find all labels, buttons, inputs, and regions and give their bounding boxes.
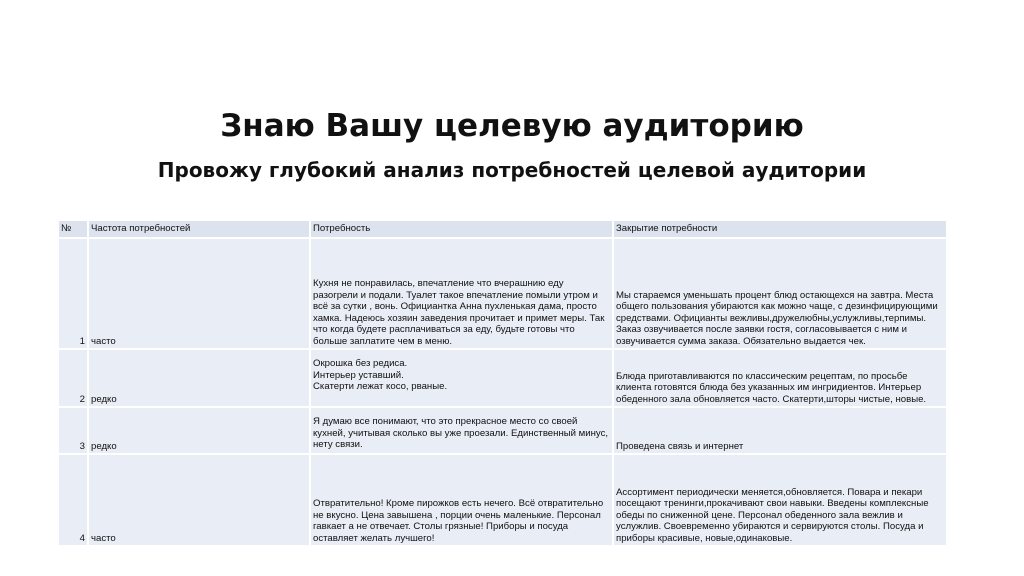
row-solution: Мы стараемся уменьшать процент блюд остающехся на завтра. Места общего пользования убираются как можно чаще, с дезинфицирующими средствами. Официанты вежливы,дружелюбны,услужливы,терпимы. Заказ озвучивается после заявки гостя, согласовывается с ним и озвучивается сумма заказа. Обязательно выдается чек.: [613, 238, 947, 349]
header-need: Потребность: [310, 220, 613, 238]
row-frequency: редко: [88, 407, 310, 454]
row-need: Я думаю все понимают, что это прекрасное место со своей кухней, учитывая сколько вы уже проезали. Единственный минус, нету связи.: [310, 407, 613, 454]
row-solution: Ассортимент периодически меняется,обновляется. Повара и пекари посещают тренинги,прокачивают свои навыки. Введены комплексные обеды по сниженной цене. Персонал обеденного зала вежлив и услужлив. Своевременно убираются и сервируются столы. Посуда и приборы красивые, новые,одинаковые.: [613, 454, 947, 546]
row-solution: Блюда приготавливаются по классическим рецептам, по просьбе клиента готовятся блюда без указанных им ингридиентов. Интерьер обеденного зала обновляется часто. Скатерти,шторы чистые, новые.: [613, 349, 947, 407]
table-row: [58, 349, 947, 407]
row-number: 2: [58, 349, 88, 407]
row-frequency: часто: [88, 238, 310, 349]
header-number: №: [58, 220, 88, 238]
slide-subtitle: Провожу глубокий анализ потребностей целевой аудитории: [157, 158, 867, 182]
row-number: 1: [58, 238, 88, 349]
table-row: [58, 238, 947, 349]
row-need: Окрошка без редиса. Интерьер уставший. Скатерти лежат косо, рваные.: [310, 349, 613, 407]
header-frequency: Частота потребностей: [88, 220, 310, 238]
row-need: Отвратительно! Кроме пирожков есть нечего. Всё отвратительно не вкусно. Цена завышена , порции очень маленькие. Персонал гавкает а не отвечает. Столы грязные! Приборы и посуда оставляет желать лучшего!: [310, 454, 613, 546]
row-number: 4: [58, 454, 88, 546]
table-row: [58, 454, 947, 546]
table-header-row: [58, 220, 947, 238]
row-number: 3: [58, 407, 88, 454]
table-row: [58, 407, 947, 454]
needs-table: [57, 219, 948, 547]
row-frequency: редко: [88, 349, 310, 407]
row-frequency: часто: [88, 454, 310, 546]
row-need: Кухня не понравилась, впечатление что вчерашнию еду разогрели и подали. Туалет такое впечатление помыли утром и всё за сутки , вонь. Официантка Анна пухленькая дама, просто хамка. Надеюсь хозяин заведения прочитает и примет меры. Так что когда будете расплачиваться за еду, будьте готовы что больше заплатите чем в меню.: [310, 238, 613, 349]
header-solution: Закрытие потребности: [613, 220, 947, 238]
row-solution: Проведена связь и интернет: [613, 407, 947, 454]
slide-title: Знаю Вашу целевую аудиторию: [220, 108, 804, 144]
